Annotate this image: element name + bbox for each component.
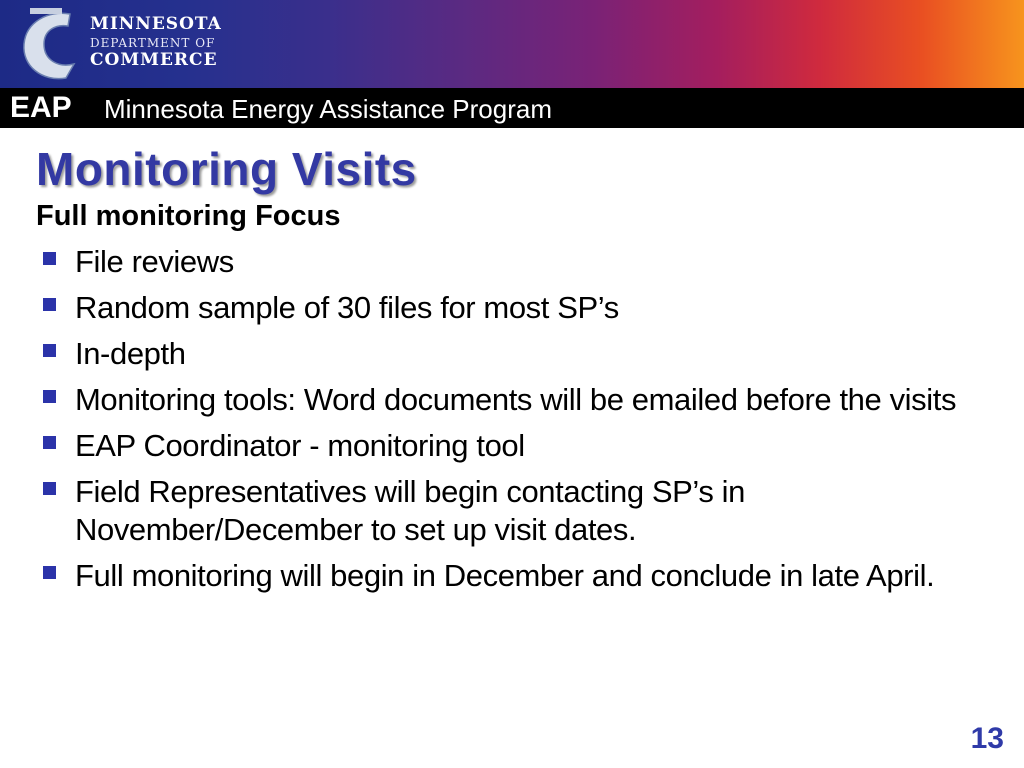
bullet-text: Monitoring tools: Word documents will be emailed before the visits (75, 382, 957, 417)
commerce-logo (18, 4, 222, 86)
bullet-item (40, 243, 1024, 281)
square-bullet-icon (43, 344, 56, 357)
logo-line-commerce: COMMERCE (90, 50, 218, 70)
square-bullet-icon (43, 252, 56, 265)
bullet-item (40, 473, 1024, 549)
bullet-text: Random sample of 30 files for most SP’s (75, 290, 619, 325)
slide-subtitle: Full monitoring Focus (36, 200, 341, 232)
bullet-text: Full monitoring will begin in December and conclude in late April. (75, 558, 935, 593)
page-number: 13 (970, 722, 1004, 755)
bullet-list (40, 243, 1024, 603)
slide-title: Monitoring Visits (36, 143, 417, 195)
program-name: Minnesota Energy Assistance Program (104, 94, 552, 124)
square-bullet-icon (43, 482, 56, 495)
logo-line-department: DEPARTMENT OF (90, 36, 216, 50)
square-bullet-icon (43, 298, 56, 311)
bullet-text: Field Representatives will begin contacting SP’s in November/December to set up visit dates. (75, 474, 746, 547)
bullet-item (40, 427, 1024, 465)
logo-line-minnesota: MINNESOTA (90, 14, 222, 34)
bullet-text: In-depth (75, 336, 186, 371)
square-bullet-icon (43, 566, 56, 579)
program-bar (0, 88, 1024, 128)
bullet-item (40, 335, 1024, 373)
bullet-item (40, 289, 1024, 327)
bullet-item (40, 557, 1024, 595)
program-abbr: EAP (10, 91, 72, 124)
square-bullet-icon (43, 436, 56, 449)
bullet-item (40, 381, 1024, 419)
bullet-text: EAP Coordinator - monitoring tool (75, 428, 525, 463)
bullet-text: File reviews (75, 244, 234, 279)
header-banner (0, 0, 1024, 88)
square-bullet-icon (43, 390, 56, 403)
